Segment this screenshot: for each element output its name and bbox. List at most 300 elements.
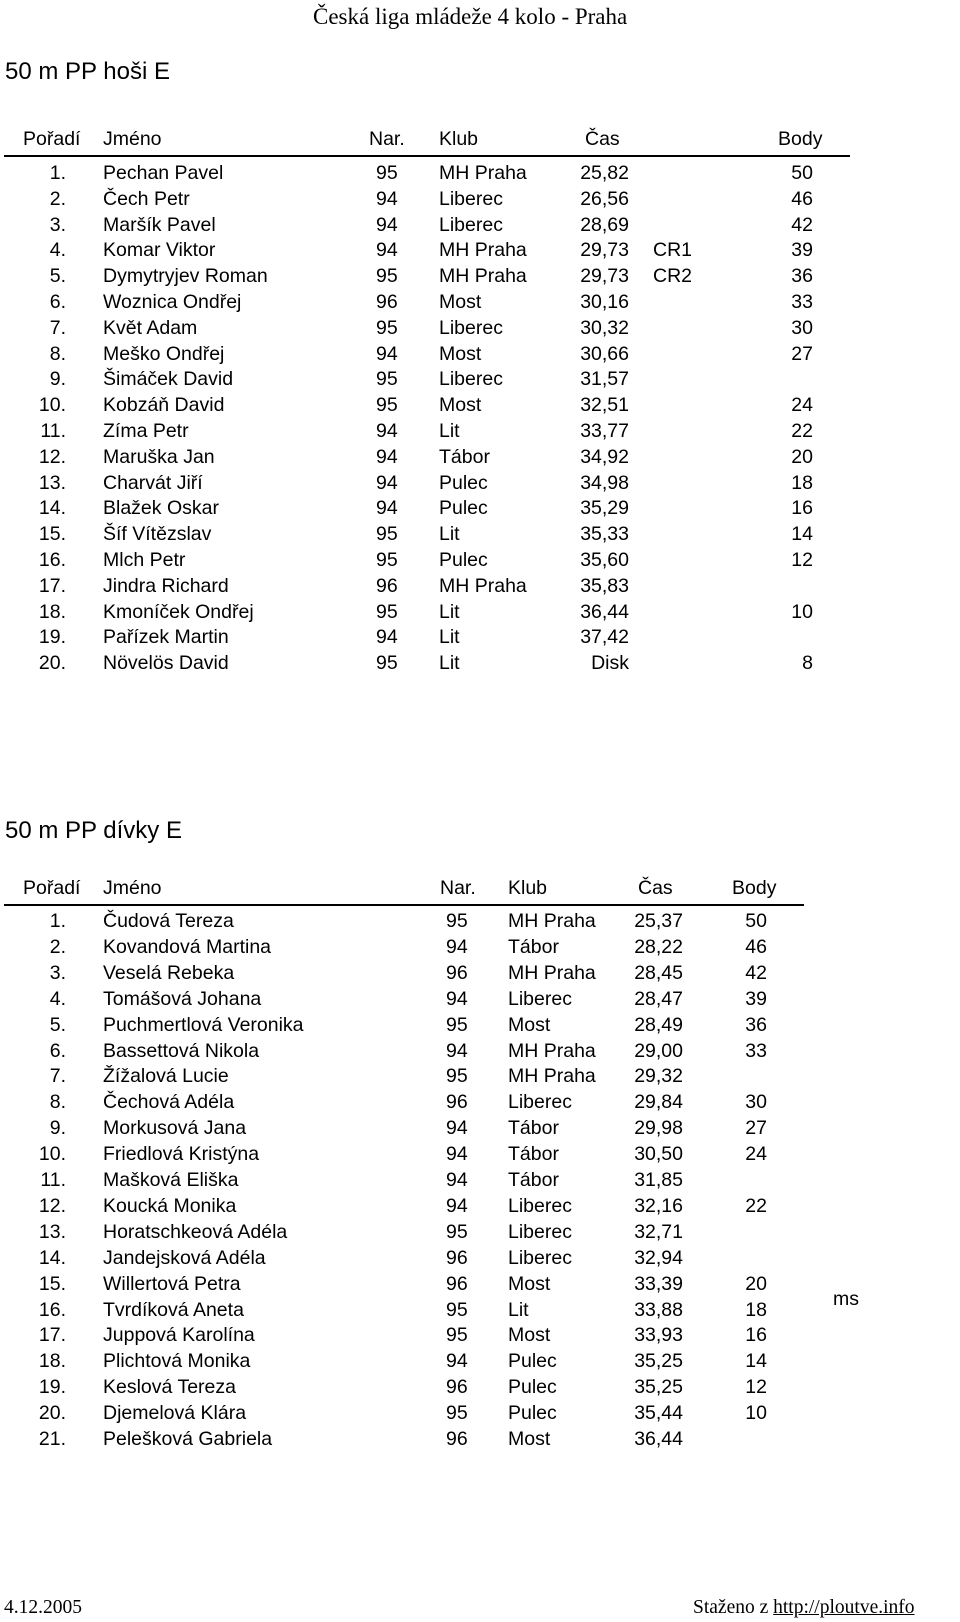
row-time: 32,51 (580, 394, 629, 417)
row-year: 96 (376, 574, 398, 597)
row-points: 24 (745, 1143, 767, 1166)
table-row (0, 317, 960, 341)
row-time: 30,32 (580, 316, 629, 339)
row-club: Pulec (439, 471, 488, 494)
row-time: 26,56 (580, 187, 629, 210)
row-name: Pelešková Gabriela (103, 1428, 273, 1450)
row-points: 33 (791, 291, 813, 313)
row-time: 29,00 (634, 1039, 683, 1062)
row-name: Dymytryjev Roman (103, 265, 268, 288)
table-row (0, 1040, 960, 1064)
row-points: 16 (791, 497, 813, 520)
row-name: Meško Ondřej (103, 342, 225, 365)
row-rank: 6. (49, 291, 66, 313)
row-points: 22 (745, 1194, 767, 1217)
row-rank: 3. (49, 213, 66, 236)
row-time: 28,49 (634, 1013, 683, 1036)
row-rank: 15. (38, 523, 66, 546)
row-rank: 17. (38, 1324, 66, 1347)
header-time: Čas (638, 877, 673, 899)
row-club: Tábor (508, 1117, 559, 1140)
row-time: 28,69 (580, 213, 629, 236)
row-rank: 7. (49, 316, 66, 339)
row-name: Friedlová Kristýna (103, 1143, 260, 1166)
side-note: ms (833, 1288, 859, 1310)
row-rank: 9. (49, 368, 66, 391)
row-rank: 16. (38, 549, 66, 571)
row-name: Morkusová Jana (103, 1117, 247, 1140)
row-club: MH Praha (439, 162, 527, 184)
row-club: Tábor (508, 935, 559, 958)
row-name: Djemelová Klára (103, 1402, 247, 1425)
row-points: 10 (791, 600, 813, 623)
row-rank: 19. (38, 1376, 66, 1399)
row-time: 34,92 (580, 445, 629, 468)
row-time: 31,85 (634, 1169, 683, 1191)
row-points: 18 (745, 1298, 767, 1321)
row-rank: 16. (38, 1298, 66, 1321)
header-year: Nar. (369, 128, 405, 150)
row-note: CR1 (653, 239, 693, 262)
row-name: Kmoníček Ondřej (103, 600, 254, 623)
footer-source-prefix: Staženo z (693, 1597, 774, 1618)
row-time: 28,47 (634, 987, 683, 1010)
table-row (0, 162, 960, 186)
row-club: Lit (439, 420, 460, 442)
row-points: 18 (791, 471, 813, 494)
row-points: 33 (745, 1039, 767, 1062)
row-rank: 14. (38, 1246, 66, 1269)
table-row (0, 1428, 960, 1452)
row-time: 29,98 (634, 1117, 683, 1140)
row-club: Liberec (508, 1220, 572, 1243)
row-year: 94 (376, 420, 398, 442)
row-year: 95 (376, 652, 398, 675)
table-row (0, 962, 960, 986)
header-underline (4, 155, 850, 157)
row-club: Liberec (508, 1194, 572, 1217)
row-year: 95 (376, 316, 398, 339)
row-club: Pulec (439, 549, 488, 571)
header-club: Klub (508, 877, 548, 899)
row-points: 14 (745, 1350, 767, 1373)
row-time: 36,44 (580, 600, 629, 623)
row-club: Lit (439, 523, 460, 546)
table-row (0, 523, 960, 547)
table-row (0, 188, 960, 212)
row-rank: 10. (38, 1143, 66, 1166)
row-name: Horatschkeová Adéla (103, 1220, 288, 1243)
row-points: 8 (802, 652, 813, 675)
row-points: 46 (791, 187, 813, 210)
row-club: Most (508, 1272, 551, 1295)
row-name: Květ Adam (103, 316, 198, 339)
row-name: Komar Viktor (103, 239, 216, 262)
section-title-boys: 50 m PP hoši E (5, 58, 170, 85)
table-row (0, 1402, 960, 1426)
table-row (0, 1091, 960, 1115)
row-time: 29,73 (580, 265, 629, 288)
row-rank: 7. (49, 1065, 66, 1088)
row-year: 95 (376, 549, 398, 571)
row-year: 96 (446, 1428, 468, 1450)
table-row (0, 1117, 960, 1141)
row-year: 96 (446, 1376, 468, 1399)
row-time: 28,45 (634, 961, 683, 984)
header-year: Nar. (440, 877, 476, 899)
row-rank: 18. (38, 600, 66, 623)
row-name: Čech Petr (103, 187, 190, 210)
header-rank: Pořadí (23, 877, 81, 899)
row-club: MH Praha (439, 265, 527, 288)
row-rank: 9. (49, 1117, 66, 1140)
row-rank: 5. (49, 1013, 66, 1036)
row-rank: 21. (38, 1428, 66, 1450)
row-name: Maruška Jan (103, 445, 215, 468)
table-row (0, 497, 960, 521)
row-year: 94 (446, 935, 468, 958)
row-club: Liberec (439, 187, 503, 210)
row-club: Most (439, 291, 482, 313)
table-row (0, 420, 960, 444)
row-time: 32,71 (634, 1220, 683, 1243)
row-points: 10 (745, 1402, 767, 1425)
table-row (0, 1195, 960, 1219)
table-row (0, 1324, 960, 1348)
row-name: Blažek Oskar (103, 497, 219, 520)
table-row (0, 1376, 960, 1400)
row-club: MH Praha (439, 239, 527, 262)
row-rank: 14. (38, 497, 66, 520)
row-club: MH Praha (439, 574, 527, 597)
row-name: Mlch Petr (103, 549, 186, 571)
row-club: Most (508, 1428, 551, 1450)
row-name: Woznica Ondřej (103, 291, 242, 313)
row-year: 94 (446, 1117, 468, 1140)
row-club: Most (508, 1013, 551, 1036)
row-rank: 8. (49, 342, 66, 365)
table-row (0, 446, 960, 470)
row-club: Liberec (439, 368, 503, 391)
row-club: Most (508, 1324, 551, 1347)
row-rank: 20. (38, 652, 66, 675)
row-club: Pulec (508, 1376, 557, 1399)
footer-source (693, 1597, 915, 1619)
row-year: 94 (446, 1169, 468, 1191)
row-club: Lit (439, 652, 460, 675)
row-club: Liberec (508, 987, 572, 1010)
row-club: Liberec (508, 1091, 572, 1114)
row-time: 34,98 (580, 471, 629, 494)
row-name: Plichtová Monika (103, 1350, 251, 1373)
row-year: 94 (376, 213, 398, 236)
row-time: 32,16 (634, 1194, 683, 1217)
row-rank: 18. (38, 1350, 66, 1373)
row-points: 50 (745, 910, 767, 932)
row-year: 95 (376, 394, 398, 417)
table-row (0, 1221, 960, 1245)
row-year: 94 (376, 471, 398, 494)
row-rank: 11. (40, 420, 66, 442)
row-points: 14 (791, 523, 813, 546)
row-time: 35,29 (580, 497, 629, 520)
row-time: 29,32 (634, 1065, 683, 1088)
row-rank: 8. (49, 1091, 66, 1114)
row-name: Čechová Adéla (103, 1091, 235, 1114)
row-rank: 10. (38, 394, 66, 417)
row-year: 94 (376, 626, 398, 649)
table-row (0, 394, 960, 418)
table-row (0, 368, 960, 392)
table-row (0, 1247, 960, 1271)
table-row (0, 1143, 960, 1167)
row-club: MH Praha (508, 910, 596, 932)
table-row (0, 265, 960, 289)
row-name: Žížalová Lucie (103, 1065, 229, 1088)
row-time: 30,16 (580, 291, 629, 313)
row-name: Šimáček David (103, 368, 234, 391)
row-year: 94 (376, 239, 398, 262)
row-rank: 13. (38, 471, 66, 494)
row-rank: 5. (49, 265, 66, 288)
table-row (0, 1065, 960, 1089)
row-year: 94 (376, 187, 398, 210)
row-rank: 1. (49, 910, 66, 932)
table-row (0, 988, 960, 1012)
table-header (0, 877, 960, 901)
row-club: Liberec (508, 1246, 572, 1269)
row-year: 95 (446, 1298, 468, 1321)
row-rank: 15. (38, 1272, 66, 1295)
table-row (0, 549, 960, 573)
row-name: Tvrdíková Aneta (103, 1298, 244, 1321)
row-points: 36 (745, 1013, 767, 1036)
row-club: MH Praha (508, 961, 596, 984)
row-rank: 17. (38, 574, 66, 597)
row-name: Keslová Tereza (103, 1376, 236, 1399)
table-row (0, 601, 960, 625)
row-rank: 1. (49, 162, 66, 184)
row-name: Pařízek Martin (103, 626, 229, 649)
row-club: MH Praha (508, 1065, 596, 1088)
row-club: Pulec (508, 1402, 557, 1425)
row-year: 95 (446, 1220, 468, 1243)
row-rank: 19. (38, 626, 66, 649)
row-name: Tomášová Johana (103, 987, 262, 1010)
row-time: 35,83 (580, 574, 629, 597)
row-time: 29,84 (634, 1091, 683, 1114)
table-row (0, 1350, 960, 1374)
row-time: 29,73 (580, 239, 629, 262)
row-time: 32,94 (634, 1246, 683, 1269)
row-year: 94 (376, 497, 398, 520)
row-year: 94 (446, 987, 468, 1010)
row-points: 24 (791, 394, 813, 417)
table-header (0, 128, 960, 152)
table-row (0, 575, 960, 599)
row-points: 12 (791, 549, 813, 571)
row-points: 42 (745, 961, 767, 984)
row-club: Most (439, 394, 482, 417)
row-club: MH Praha (508, 1039, 596, 1062)
table-row (0, 652, 960, 676)
row-rank: 6. (49, 1039, 66, 1062)
row-rank: 4. (49, 987, 66, 1010)
section-title-girls: 50 m PP dívky E (5, 817, 182, 844)
row-name: Willertová Petra (103, 1272, 241, 1295)
header-points: Body (778, 128, 823, 150)
row-club: Tábor (508, 1143, 559, 1166)
row-name: Növelös David (103, 652, 229, 675)
header-underline (4, 904, 804, 906)
footer-date: 4.12.2005 (4, 1597, 82, 1618)
row-rank: 4. (49, 239, 66, 262)
row-name: Puchmertlová Veronika (103, 1013, 304, 1036)
row-name: Maršík Pavel (103, 213, 216, 236)
header-rank: Pořadí (23, 128, 81, 150)
row-year: 94 (446, 1350, 468, 1373)
row-year: 96 (446, 1246, 468, 1269)
header-name: Jméno (103, 128, 162, 150)
row-points: 16 (745, 1324, 767, 1347)
row-points: 46 (745, 935, 767, 958)
row-name: Kovandová Martina (103, 935, 272, 958)
row-rank: 11. (40, 1169, 66, 1191)
row-name: Jandejsková Adéla (103, 1246, 266, 1269)
row-note: CR2 (653, 265, 693, 288)
row-points: 39 (745, 987, 767, 1010)
table-row (0, 1014, 960, 1038)
row-year: 95 (446, 1065, 468, 1088)
row-points: 30 (791, 316, 813, 339)
row-time: 28,22 (634, 935, 683, 958)
row-points: 27 (791, 342, 813, 365)
row-year: 94 (376, 342, 398, 365)
row-club: Pulec (439, 497, 488, 520)
row-points: 22 (791, 420, 813, 442)
row-name: Charvát Jiří (103, 471, 203, 494)
header-points: Body (732, 877, 777, 899)
table-row (0, 291, 960, 315)
table-row (0, 1273, 960, 1297)
row-time: 33,77 (580, 420, 629, 442)
row-points: 50 (791, 162, 813, 184)
table-row (0, 343, 960, 367)
table-row (0, 1299, 960, 1323)
row-name: Kobzáň David (103, 394, 225, 417)
header-club: Klub (439, 128, 479, 150)
row-name: Čudová Tereza (103, 910, 234, 932)
row-name: Jindra Richard (103, 574, 229, 597)
table-row (0, 936, 960, 960)
row-rank: 20. (38, 1402, 66, 1425)
row-year: 95 (376, 265, 398, 288)
row-points: 42 (791, 213, 813, 236)
row-rank: 3. (49, 961, 66, 984)
row-club: Liberec (439, 316, 503, 339)
row-name: Zíma Petr (103, 420, 189, 442)
row-name: Pechan Pavel (103, 162, 224, 184)
row-name: Mašková Eliška (103, 1169, 239, 1191)
row-points: 20 (791, 445, 813, 468)
row-club: Lit (439, 626, 460, 649)
row-year: 95 (376, 600, 398, 623)
row-points: 30 (745, 1091, 767, 1114)
row-name: Koucká Monika (103, 1194, 237, 1217)
row-time: 30,50 (634, 1143, 683, 1166)
row-time: 35,33 (580, 523, 629, 546)
row-time: 36,44 (634, 1428, 683, 1450)
row-time: 25,82 (580, 162, 629, 184)
row-points: 39 (791, 239, 813, 262)
table-row (0, 626, 960, 650)
row-time: 33,39 (634, 1272, 683, 1295)
row-club: Tábor (439, 445, 490, 468)
row-club: Lit (508, 1298, 529, 1321)
row-points: 20 (745, 1272, 767, 1295)
header-time: Čas (585, 128, 620, 150)
row-points: 36 (791, 265, 813, 288)
row-year: 95 (376, 523, 398, 546)
row-year: 94 (446, 1039, 468, 1062)
row-club: Most (439, 342, 482, 365)
row-time: 37,42 (580, 626, 629, 649)
row-time: 30,66 (580, 342, 629, 365)
table-row (0, 910, 960, 934)
row-year: 95 (446, 910, 468, 932)
row-name: Juppová Karolína (103, 1324, 255, 1347)
row-name: Bassettová Nikola (103, 1039, 260, 1062)
row-time: 31,57 (580, 368, 629, 391)
table-row (0, 472, 960, 496)
table-row (0, 239, 960, 263)
row-year: 95 (446, 1324, 468, 1347)
row-year: 96 (446, 961, 468, 984)
row-club: Pulec (508, 1350, 557, 1373)
row-points: 27 (745, 1117, 767, 1140)
row-time: Disk (591, 652, 629, 675)
row-rank: 12. (38, 445, 66, 468)
row-time: 35,44 (634, 1402, 683, 1425)
header-name: Jméno (103, 877, 162, 899)
row-year: 94 (376, 445, 398, 468)
row-year: 95 (376, 162, 398, 184)
row-club: Tábor (508, 1169, 559, 1191)
table-row (0, 214, 960, 238)
row-club: Lit (439, 600, 460, 623)
row-time: 35,25 (634, 1376, 683, 1399)
page-header-title: Česká liga mládeže 4 kolo - Praha (313, 4, 628, 29)
row-rank: 12. (38, 1194, 66, 1217)
row-time: 33,88 (634, 1298, 683, 1321)
table-row (0, 1169, 960, 1193)
row-rank: 2. (49, 187, 66, 210)
row-rank: 2. (49, 935, 66, 958)
row-time: 33,93 (634, 1324, 683, 1347)
row-rank: 13. (38, 1220, 66, 1243)
footer-source-link[interactable]: http://ploutve.info (773, 1597, 915, 1618)
row-year: 94 (446, 1143, 468, 1166)
row-year: 95 (376, 368, 398, 391)
row-year: 95 (446, 1402, 468, 1425)
row-time: 25,37 (634, 910, 683, 932)
row-name: Veselá Rebeka (103, 961, 235, 984)
row-time: 35,25 (634, 1350, 683, 1373)
row-year: 94 (446, 1194, 468, 1217)
row-year: 96 (376, 291, 398, 313)
row-year: 95 (446, 1013, 468, 1036)
row-year: 96 (446, 1272, 468, 1295)
